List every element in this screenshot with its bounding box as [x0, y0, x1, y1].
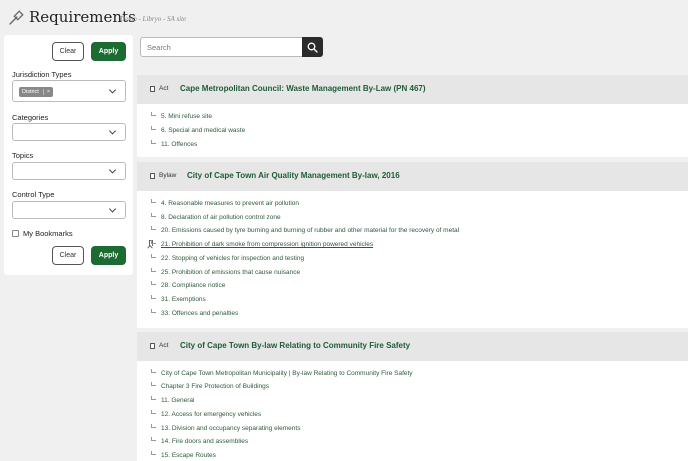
document-type: Act — [159, 342, 169, 349]
subdirectory-arrow-icon — [151, 140, 156, 144]
subdirectory-arrow-icon — [151, 295, 156, 299]
item-label: 20. Emissions caused by tyre burning and burning of rubber and other material for the recovery of metal — [161, 227, 460, 234]
document-title[interactable]: City of Cape Town Air Quality Management By-law, 2016 — [187, 171, 400, 180]
document-header — [137, 332, 688, 361]
subdirectory-arrow-icon — [151, 268, 156, 272]
list-item[interactable] — [161, 241, 373, 248]
district-tag — [19, 87, 53, 97]
my-bookmarks-label: My Bookmarks — [23, 229, 73, 238]
document-items — [137, 361, 688, 461]
page-header — [0, 0, 688, 34]
list-item[interactable] — [161, 425, 300, 432]
clear-filters-button-top[interactable]: Clear — [52, 42, 84, 61]
document-title[interactable]: City of Cape Town By-law Relating to Community Fire Safety — [180, 341, 411, 350]
gavel-icon — [8, 10, 24, 26]
document-header — [137, 162, 688, 191]
subdirectory-arrow-icon — [151, 437, 156, 441]
list-item[interactable] — [161, 113, 212, 120]
subdirectory-arrow-icon — [151, 199, 156, 203]
jurisdiction-types-select[interactable] — [12, 80, 126, 102]
item-label: 5. Mini refuse site — [161, 113, 212, 120]
subdirectory-arrow-icon — [151, 226, 156, 230]
subdirectory-arrow-icon — [151, 382, 156, 386]
item-label: 8. Declaration of air pollution control zone — [161, 214, 281, 221]
list-item[interactable] — [161, 438, 248, 445]
subdirectory-arrow-icon — [151, 369, 156, 373]
item-label: Chapter 3 Fire Protection of Buildings — [161, 383, 270, 390]
page-title: Requirements — [29, 8, 136, 26]
topics-select[interactable] — [12, 162, 126, 180]
clear-filters-button-bottom[interactable]: Clear — [52, 246, 84, 265]
item-label: City of Cape Town Metropolitan Municipality | By-law Relating to Community Fire Safety — [161, 370, 413, 377]
filter-panel — [4, 35, 133, 275]
list-item[interactable] — [161, 310, 238, 317]
document-header — [137, 75, 688, 104]
categories-select[interactable] — [12, 123, 126, 141]
item-label: 28. Compliance notice — [161, 282, 226, 289]
list-item[interactable] — [161, 282, 225, 289]
item-label: 11. Offences — [161, 141, 198, 148]
list-item[interactable] — [161, 397, 194, 404]
subdirectory-arrow-icon — [151, 281, 156, 285]
jurisdiction-types-label: Jurisdiction Types — [12, 70, 72, 79]
list-item[interactable] — [161, 411, 261, 418]
document-section — [137, 75, 688, 157]
document-items — [137, 104, 688, 157]
list-item[interactable] — [161, 383, 269, 390]
document-type: Bylaw — [159, 172, 177, 179]
subdirectory-arrow-icon — [151, 240, 156, 244]
control-type-select[interactable] — [12, 201, 126, 219]
item-label: 31. Exemptions — [161, 296, 206, 303]
item-label: 33. Offences and penalties — [161, 310, 239, 317]
document-icon — [150, 173, 155, 179]
list-item[interactable] — [161, 141, 197, 148]
document-icon — [150, 343, 155, 349]
tag-label: District — [22, 89, 39, 95]
my-bookmarks-checkbox[interactable] — [12, 230, 19, 237]
document-title[interactable]: Cape Metropolitan Council: Waste Management By-Law (PN 467) — [180, 84, 426, 93]
list-item[interactable] — [161, 200, 299, 207]
list-item[interactable] — [161, 269, 300, 276]
item-label: 22. Stopping of vehicles for inspection and testing — [161, 255, 305, 262]
item-label: 25. Prohibition of emissions that cause nuisance — [161, 269, 301, 276]
apply-filters-button-bottom[interactable]: Apply — [91, 246, 126, 265]
search-input[interactable] — [140, 37, 303, 57]
subdirectory-arrow-icon — [151, 126, 156, 130]
subdirectory-arrow-icon — [151, 112, 156, 116]
search-button[interactable] — [302, 37, 323, 57]
list-item[interactable] — [161, 370, 413, 377]
document-items — [137, 191, 688, 328]
chevron-down-icon — [109, 205, 116, 212]
apply-filters-button-top[interactable]: Apply — [91, 42, 126, 61]
chevron-down-icon — [109, 86, 116, 93]
document-icon — [150, 86, 155, 92]
item-label: 21. Prohibition of dark smoke from compression ignition powered vehicles — [161, 241, 374, 248]
document-type: Act — [159, 85, 169, 92]
chevron-down-icon — [109, 166, 116, 173]
topics-label: Topics — [12, 151, 34, 160]
subdirectory-arrow-icon — [151, 410, 156, 414]
page-subtitle: Demo - Libryo - SA site — [120, 15, 187, 23]
item-label: 14. Fire doors and assemblies — [161, 438, 249, 445]
item-label: 11. General — [161, 397, 195, 404]
list-item[interactable] — [161, 255, 304, 262]
document-section — [137, 162, 688, 328]
subdirectory-arrow-icon — [151, 451, 156, 455]
subdirectory-arrow-icon — [151, 396, 156, 400]
chevron-down-icon — [109, 127, 116, 134]
subdirectory-arrow-icon — [151, 424, 156, 428]
subdirectory-arrow-icon — [151, 213, 156, 217]
subdirectory-arrow-icon — [151, 254, 156, 258]
document-section — [137, 332, 688, 461]
categories-label: Categories — [12, 113, 49, 122]
list-item[interactable] — [161, 214, 281, 221]
list-item[interactable] — [161, 452, 216, 459]
control-type-label: Control Type — [12, 190, 55, 199]
subdirectory-arrow-icon — [151, 309, 156, 313]
list-item[interactable] — [161, 296, 206, 303]
item-label: 12. Access for emergency vehicles — [161, 411, 262, 418]
item-label: 4. Reasonable measures to prevent air pollution — [161, 200, 300, 207]
item-label: 13. Division and occupancy separating elements — [161, 425, 301, 432]
item-label: 15. Escape Routes — [161, 452, 216, 459]
list-item[interactable] — [161, 127, 245, 134]
item-label: 6. Special and medical waste — [161, 127, 246, 134]
search-icon — [307, 42, 318, 53]
list-item[interactable] — [161, 227, 459, 234]
tag-remove-icon[interactable]: × — [43, 89, 50, 95]
